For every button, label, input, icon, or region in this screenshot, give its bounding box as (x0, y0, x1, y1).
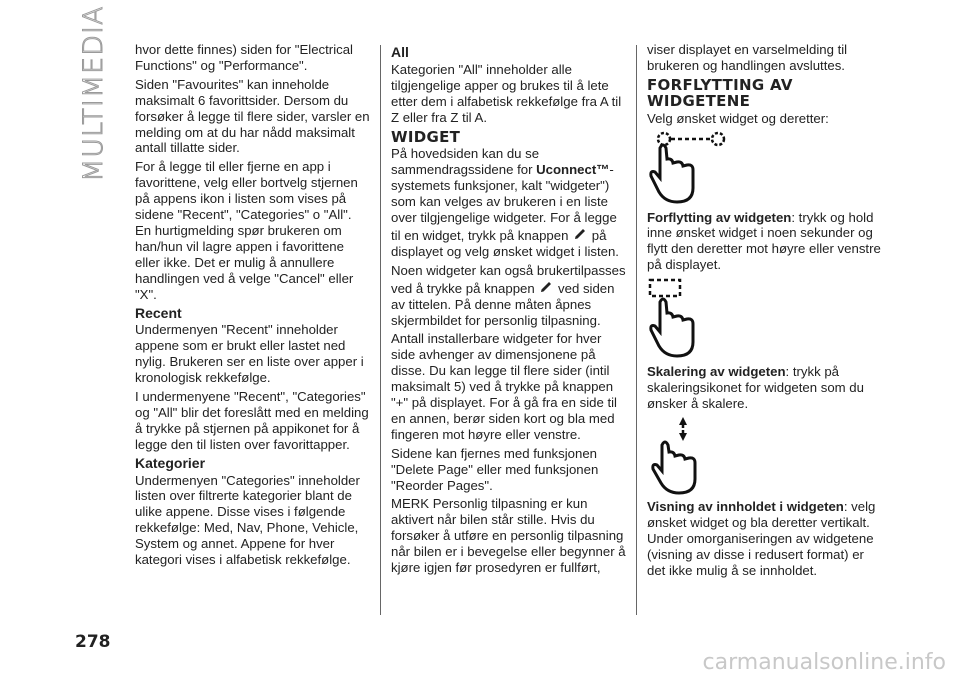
paragraph: Noen widgeter kan også brukertilpasses ved å trykke på knappen ved siden av tittelen. På denne måten åpnes skjermbildet for personlig tilpasning. (391, 262, 626, 328)
paragraph: Skalering av widgeten: trykk på skaleringsikonet for widgeten som du ønsker å skalere. (647, 364, 864, 411)
heading-kategorier: Kategorier (135, 454, 206, 471)
heading-recent: Recent (135, 304, 182, 321)
heading-widget: WIDGET (391, 127, 461, 146)
watermark: carmanualsonline.info (702, 650, 946, 675)
paragraph: For å legge til eller fjerne en app i favorittene, velg eller bortvelg stjernen på appens ikon i listen som vises på sidene "Recent", "Categories" o "All". En hurtigmelding spør brukeren om han/hun vil lagre appen i favorittene eller ikke. Det er mulig å annullere handlingen ved å velge "Cancel" eller "X". (135, 159, 358, 302)
paragraph: Forflytting av widgeten: trykk og hold inne ønsket widget i noen sekunder og flytt den deretter mot høyre eller venstre på displayet. (647, 209, 881, 273)
hand-scroll-icon (647, 415, 747, 495)
paragraph: MERK Personlig tilpasning er kun aktivert når bilen står stille. Hvis du forsøker å utføre en personlig tilpasning når bilen er i bevegelse eller begynner å kjøre igjen før prosedyren er fullført, (391, 496, 626, 576)
scroll-gesture-figure (647, 415, 882, 495)
scale-gesture-figure (647, 276, 882, 360)
paragraph: hvor dette finnes) siden for "Electrical Functions" og "Performance". (135, 42, 353, 73)
paragraph: Velg ønsket widget og deretter: (647, 110, 829, 126)
column-3 (647, 42, 882, 581)
hand-scale-icon (647, 276, 747, 360)
pencil-icon (538, 279, 554, 295)
paragraph: Sidene kan fjernes med funksjonen "Delete Page" eller med funksjonen "Reorder Pages". (391, 445, 599, 493)
paragraph: Undermenyen "Categories" inneholder listen over filtrerte kategorier blant de ulike appene. Disse vises i følgende rekkefølge: Med, Nav, Phone, Vehicle, System og annet. Appene for hver kategori vises i alfabetisk rekkefølge. (135, 472, 360, 568)
paragraph: Visning av innholdet i widgeten: velg ønsket widget og bla deretter vertikalt. Under omorganiseringen av widgetene (visning av disse i redusert format) er det ikke mulig å se innholdet. (647, 498, 876, 578)
heading-forflytting: FORFLYTTING AV WIDGETENE (647, 75, 793, 110)
paragraph: I undermenyene "Recent", "Categories" og "All" blir det foreslått med en melding å trykke på stjernen på appikonet for å legge den til listen over favorittapper. (135, 389, 369, 452)
paragraph: På hovedsiden kan du se sammendragssidene for Uconnect™-systemets funksjoner, kalt "widgeter") som kan velges av brukeren i en liste over tilgjengelige widgeter. For å legge til en widget, trykk på knappen på displayet og velg ønsket widget i listen. (391, 146, 619, 259)
paragraph: Undermenyen "Recent" inneholder appene som er brukt eller lastet ned nylig. Brukeren ser en liste over apper i kronologisk rekkefølge. (135, 322, 364, 386)
heading-all: All (391, 44, 409, 60)
hand-drag-icon (647, 130, 747, 206)
column-2 (391, 42, 626, 579)
drag-gesture-figure (647, 130, 882, 206)
paragraph: Siden "Favourites" kan inneholde maksimalt 6 favorittsider. Dersom du forsøker å legge til flere sider, varsler en melding om at du har nådd maksimalt antall tillatte sider. (135, 76, 370, 156)
page-number: 278 (75, 632, 111, 652)
paragraph: viser displayet en varselmelding til brukeren og handlingen avsluttes. (647, 42, 848, 73)
column-divider (636, 45, 637, 615)
section-side-label: MULTIMEDIA (78, 5, 109, 182)
column-1 (135, 42, 370, 571)
pencil-icon (572, 226, 588, 242)
uconnect-brand: Uconnect™ (536, 162, 610, 178)
paragraph: Antall installerbare widgeter for hver side avhenger av dimensjonene på disse. Du kan legge til flere sider (intil maksimalt 5) ved å trykke på knappen "+" på displayet. For å gå fra en side til en annen, berør siden kort og bla med fingeren mot høyre eller venstre. (391, 331, 617, 442)
paragraph: Kategorien "All" inneholder alle tilgjengelige apper og brukes til å lete etter dem i alfabetisk rekkefølge fra A til Z eller fra Z til A. (391, 61, 622, 125)
column-divider (380, 45, 381, 615)
